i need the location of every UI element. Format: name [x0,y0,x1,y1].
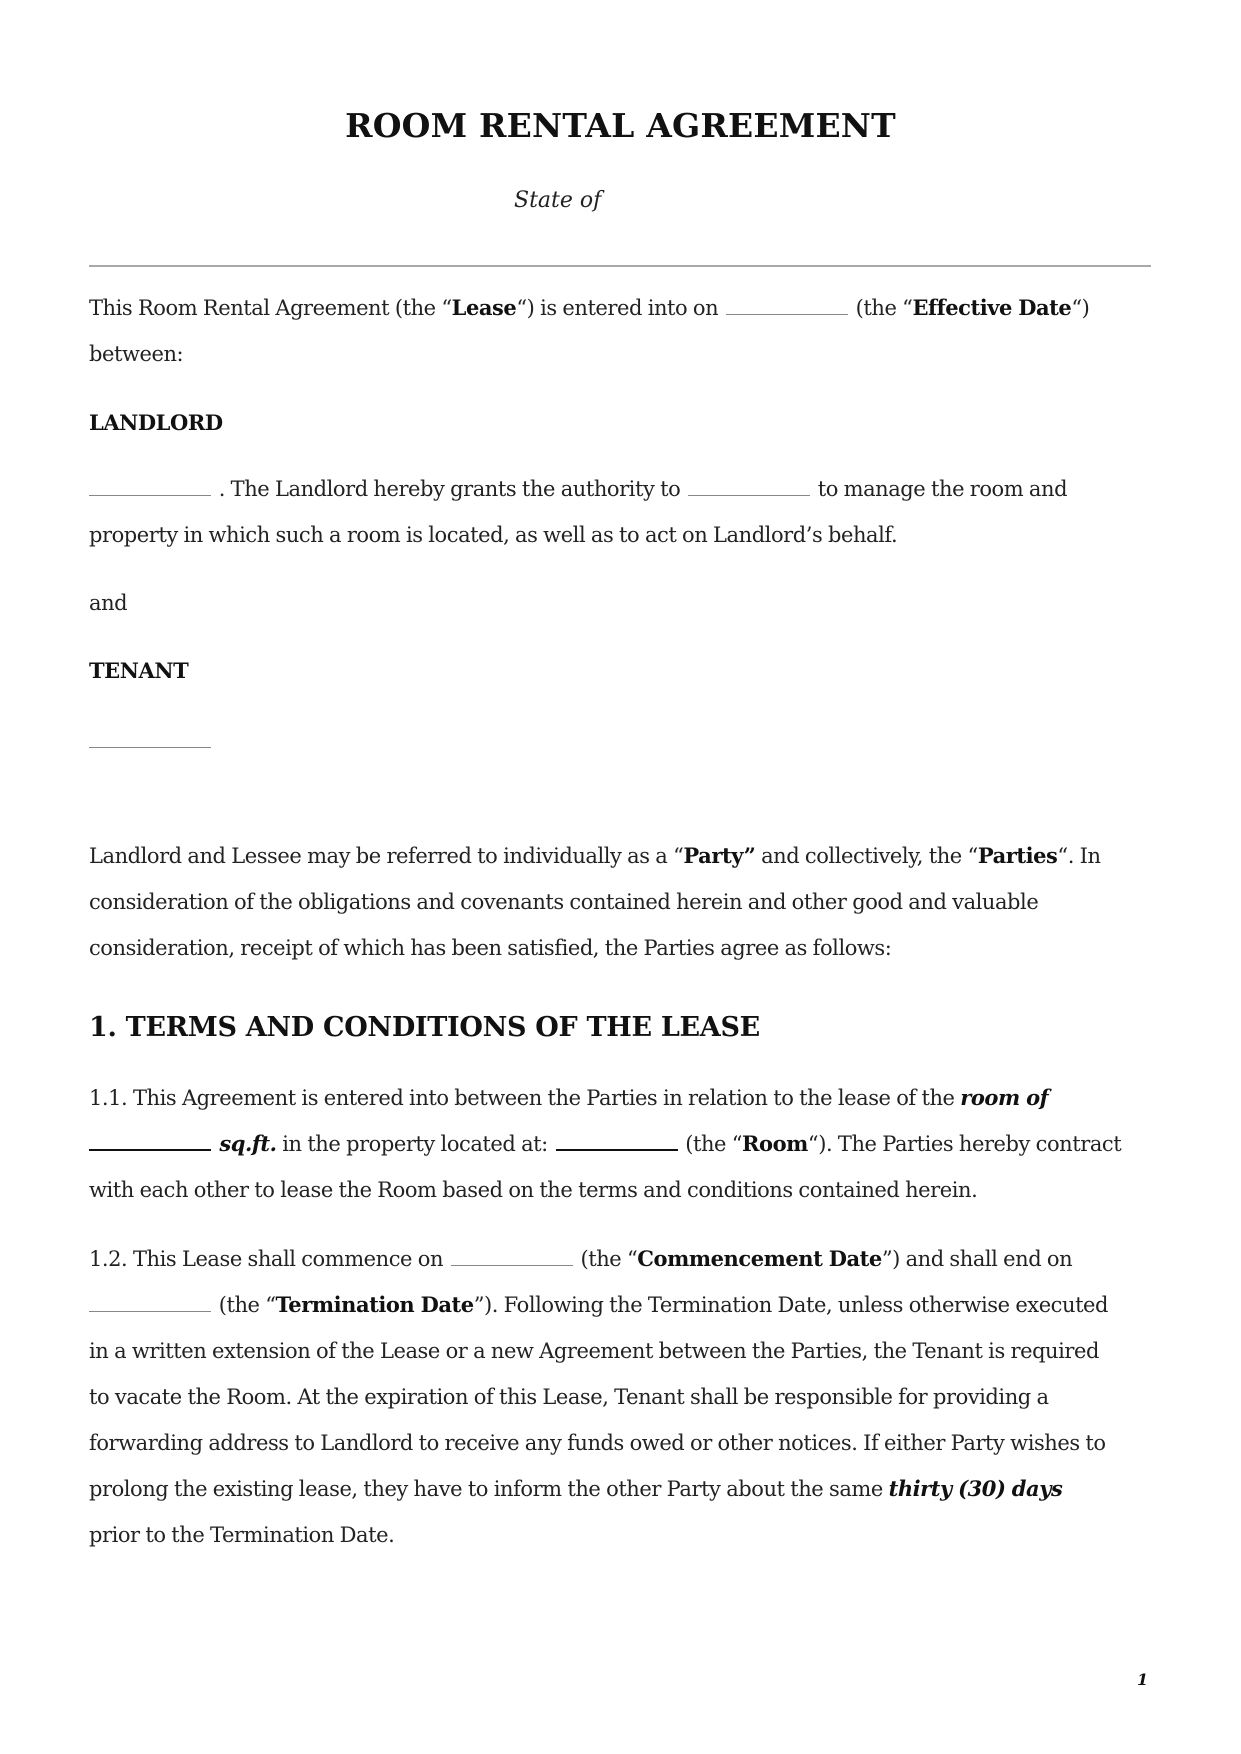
tenant-paragraph [89,718,1154,764]
header-divider [89,265,1151,267]
tenant-label: TENANT [89,658,189,683]
clause-1-2-line-7: prior to the Termination Date. [89,1523,395,1547]
document-title: ROOM RENTAL AGREEMENT [345,106,896,145]
clause-1-2 [89,1236,1154,1558]
section-1-heading: 1. TERMS AND CONDITIONS OF THE LEASE [89,1012,760,1043]
sqft-term: sq.ft. [213,1131,277,1156]
commencement-date-term: Commencement Date [637,1246,882,1271]
clause-1-2-line-3: in a written extension of the Lease or a new Agreement between the Parties, the Tenant is required [89,1339,1099,1363]
room-of-term: room of [960,1085,1049,1110]
sqft-blank[interactable] [89,1148,211,1151]
thirty-days-term: thirty (30) days [888,1476,1063,1501]
clause-1-1-line-3: with each other to lease the Room based on the terms and conditions contained herein. [89,1178,978,1202]
clause-1-2-line-4: to vacate the Room. At the expiration of this Lease, Tenant shall be responsible for providing a [89,1385,1049,1409]
effective-date-blank[interactable] [726,313,848,315]
tenant-name-blank[interactable] [89,746,211,748]
landlord-line-1: . The Landlord hereby grants the authority to to manage the room and [89,466,1154,512]
state-of-label: State of [514,188,602,213]
parties-line-2: consideration of the obligations and covenants contained herein and other good and valuable [89,890,1039,914]
and-word: and [89,591,128,615]
landlord-line-2: property in which such a room is located, as well as to act on Landlord’s behalf. [89,523,898,547]
clause-1-2-line-5: forwarding address to Landlord to receive any funds owed or other notices. If either Party wishes to [89,1431,1106,1455]
clause-1-1-line-2: sq.ft. in the property located at: (the “Room“). The Parties hereby contract [89,1121,1154,1167]
parties-line-3: consideration, receipt of which has been satisfied, the Parties agree as follows: [89,936,892,960]
landlord-label: LANDLORD [89,410,223,435]
termination-date-blank[interactable] [89,1310,211,1312]
landlord-paragraph [89,466,1154,558]
lease-term: Lease [451,295,517,320]
clause-1-1 [89,1075,1154,1213]
parties-term: Parties [977,843,1058,868]
landlord-name-blank[interactable] [89,494,211,496]
party-term: Party” [683,843,756,868]
page-number: 1 [1137,1670,1149,1689]
intro-line-2: between: [89,342,184,366]
clause-1-2-line-2: (the “Termination Date”). Following the Termination Date, unless otherwise executed [89,1282,1154,1328]
intro-line-1: This Room Rental Agreement (the “Lease“) is entered into on (the “Effective Date“) [89,295,1090,320]
clause-1-2-line-6: prolong the existing lease, they have to inform the other Party about the same thirty (30) days [89,1476,1063,1501]
room-term: Room [742,1131,808,1156]
termination-date-term: Termination Date [275,1292,474,1317]
clause-1-2-line-1: 1.2. This Lease shall commence on (the “Commencement Date”) and shall end on [89,1246,1073,1271]
parties-paragraph [89,833,1154,971]
effective-date-term: Effective Date [912,295,1072,320]
clause-1-1-line-1: 1.1. This Agreement is entered into between the Parties in relation to the lease of the room of [89,1085,1049,1110]
parties-line-1: Landlord and Lessee may be referred to individually as a “Party” and collectively, the “Parties“. In [89,843,1101,868]
property-address-blank[interactable] [556,1148,678,1151]
agent-name-blank[interactable] [688,494,810,496]
intro-paragraph [89,285,1154,377]
commencement-date-blank[interactable] [451,1264,573,1266]
